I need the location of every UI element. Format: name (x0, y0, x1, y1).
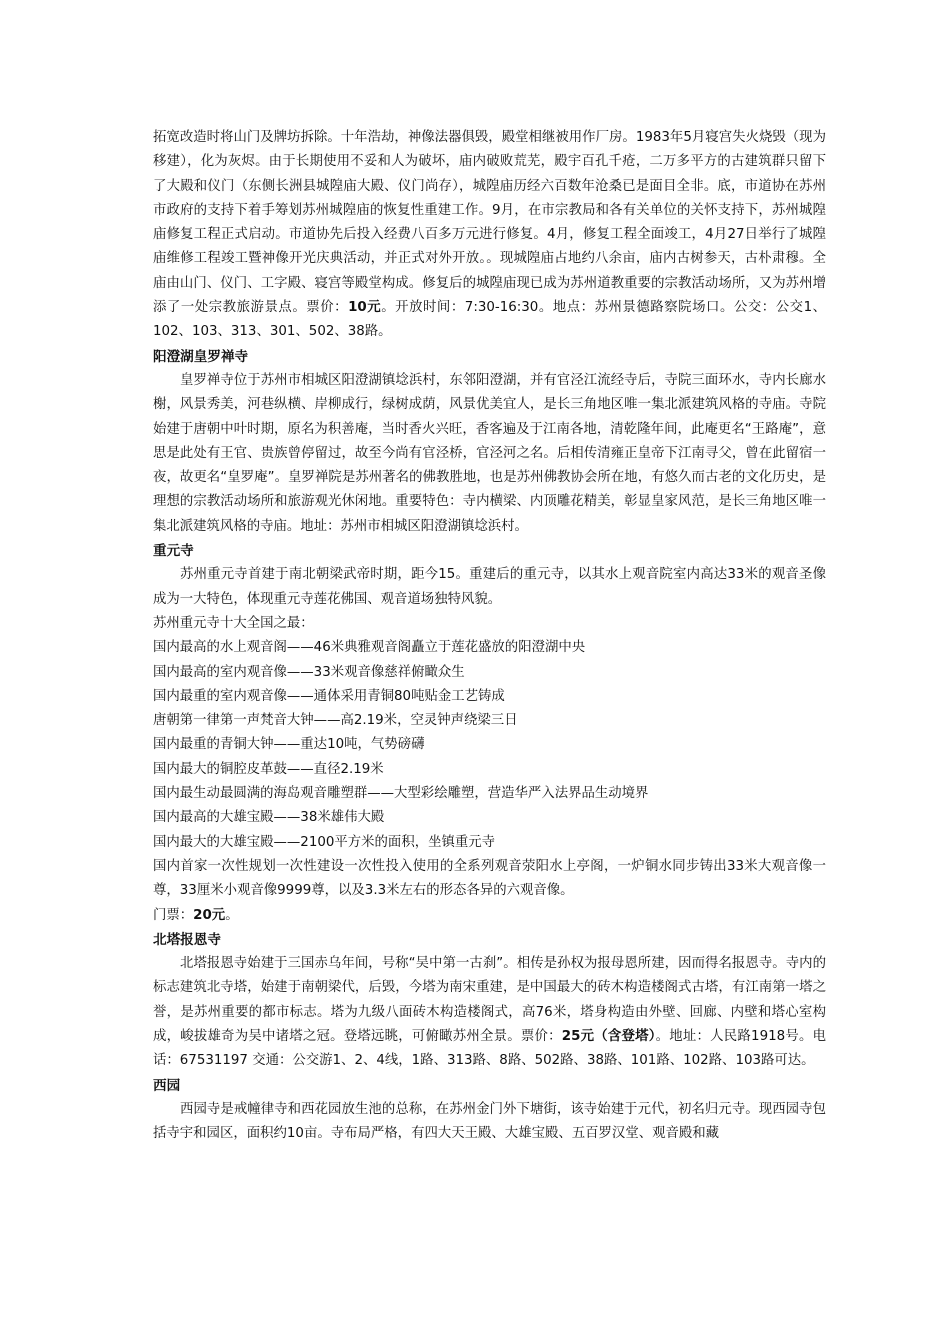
chongyuan-list-item: 国内最高的水上观音阁——46米典雅观音阁矗立于莲花盛放的阳澄湖中央 (153, 640, 586, 656)
beita-ticket-price: 25元（含登塔） (561, 1028, 656, 1044)
chongyuan-heading: 重元寺 (153, 543, 194, 560)
chongyuan-list-item: 国内最高的大雄宝殿——38米雄伟大殿 (153, 810, 385, 826)
chenghuang-text-b: 。开放时间：7:30-16:30。地点：苏州景德路察院场口。公交：公交1、102、103、313、301、502、38路。 (153, 300, 827, 340)
huangluo-paragraph: 皇罗禅寺位于苏州市相城区阳澄湖镇埝浜村，东邻阳澄湖，并有官泾江流经寺后，寺院三面环水，寺内长廊水榭，风景秀美，河巷纵横、岸柳成行，绿树成荫，风景优美宜人，是长三角地区唯一集北派建筑风格的寺庙。寺院始建于唐朝中叶时期，原名为积善庵，当时香火兴旺，香客遍及于江南各地，清乾隆年间，此庵更名“王路庵”，意思是此处有王官、贵族曾停留过，故至今尚有官泾桥，官泾河之名。后相传清雍正皇帝下江南寻父，曾在此留宿一夜，故更名“皇罗庵”。皇罗禅院是苏州著名的佛教胜地，也是苏州佛教协会所在地，有悠久而古老的文化历史，是理想的宗教活动场所和旅游观光休闲地。重要特色：寺内横梁、内顶雕花精美，彰显皇家风范，是长三角地区唯一集北派建筑风格的寺庙。地址：苏州市相城区阳澄湖镇埝浜村。 (153, 372, 826, 534)
chenghuang-text-a: 拓宽改造时将山门及牌坊拆除。十年浩劫，神像法器俱毁，殿堂相继被用作厂房。1983年5月寝宫失火烧毁（现为移建），化为灰烬。由于长期使用不妥和人为破坏，庙内破败荒芜，殿宇百孔千疮，二万多平方的古建筑群只留下了大殿和仪门（东侧长洲县城隍庙大殿、仪门尚存），城隍庙历经六百数年沧桑已是面目全非。底，市道协在苏州市政府的支持下着手筹划苏州城隍庙的恢复性重建工作。9月，在市宗教局和各有关单位的关怀支持下，苏州城隍庙修复工程正式启动。市道协先后投入经费八百多万元进行修复。4月，修复工程全面竣工，4月27日举行了城隍庙维修工程竣工暨神像开光庆典活动，并正式对外开放。。现城隍庙占地约八余亩，庙内古树参天，古朴肃穆。全庙由山门、仪门、工字殿、寝宫等殿堂构成。修复后的城隍庙现已成为苏州道教重要的宗教活动场所，又为苏州增添了一处宗教旅游景点。票价： (153, 130, 826, 316)
chongyuan-ticket-label: 门票： (153, 907, 194, 923)
chongyuan-ticket-end: 。 (225, 907, 239, 923)
huangluo-heading: 阳澄湖皇罗禅寺 (153, 348, 249, 365)
chongyuan-list-item: 国内最重的青铜大钟——重达10吨，气势磅礴 (153, 737, 425, 753)
chongyuan-list-item: 唐朝第一律第一声梵音大钟——高2.19米，空灵钟声绕梁三日 (153, 713, 518, 729)
xiyuan-heading: 西园 (153, 1077, 181, 1094)
beita-paragraph (153, 952, 826, 1073)
xiyuan-paragraph: 西园寺是戒幢律寺和西花园放生池的总称，在苏州金门外下塘街，该寺始建于元代，初名归元寺。现西园寺包括寺宇和园区，面积约10亩。寺布局严格，有四大天王殿、大雄宝殿、五百罗汉堂、观音殿和藏 (153, 1101, 826, 1142)
chenghuang-ticket-price: 10元 (348, 300, 382, 316)
chongyuan-list-item: 国内首家一次性规划一次性建设一次性投入使用的全系列观音荥阳水上亭阁，一炉铜水同步铸出33米大观音像一尊，33厘米小观音像9999尊，以及3.3米左右的形态各异的六观音像。 (153, 858, 826, 899)
beita-heading: 北塔报恩寺 (153, 931, 221, 948)
chongyuan-list-item: 国内最大的铜腔皮革鼓——直径2.19米 (153, 761, 384, 777)
chongyuan-intro: 苏州重元寺首建于南北朝梁武帝时期，距今15。重建后的重元寺，以其水上观音院室内高达33米的观音圣像成为一大特色，体现重元寺莲花佛国、观音道场独特风貌。 (153, 567, 826, 607)
beita-text-b: 。地址：人民路1918号。电话：67531197 交通：公交游1、2、4线，1路、313路、8路、502路、38路、101路、102路、103路可达。 (153, 1028, 826, 1069)
chongyuan-ticket-price: 20元 (193, 907, 226, 923)
chenghuang-paragraph (153, 126, 826, 345)
beita-text-a: 北塔报恩寺始建于三国赤乌年间，号称“吴中第一古刹”。相传是孙权为报母恩所建，因而得名报恩寺。寺内的标志建筑北寺塔，始建于南朝梁代，后毁，今塔为南宋重建，是中国最大的砖木构造楼阁式古塔，有江南第一塔之誉，是苏州重要的都市标志。塔为九级八面砖木构造楼阁式，高76米，塔身构造由外壁、回廊、内壁和塔心室构成，峻拔雄奇为吴中诸塔之冠。登塔远眺，可俯瞰苏州全景。票价： (153, 956, 826, 1044)
chongyuan-list-item: 国内最高的室内观音像——33米观音像慈祥俯瞰众生 (153, 664, 465, 680)
chongyuan-list-item: 国内最生动最圆满的海岛观音雕塑群——大型彩绘雕塑，营造华严入法界品生动境界 (153, 786, 649, 802)
chongyuan-ticket-line (153, 904, 826, 928)
chongyuan-list-item: 国内最重的室内观音像——通体采用青铜80吨贴金工艺铸成 (153, 688, 505, 704)
chongyuan-list-title: 苏州重元寺十大全国之最： (153, 615, 314, 631)
chongyuan-list-item: 国内最大的大雄宝殿——2100平方米的面积，坐镇重元寺 (153, 834, 496, 850)
